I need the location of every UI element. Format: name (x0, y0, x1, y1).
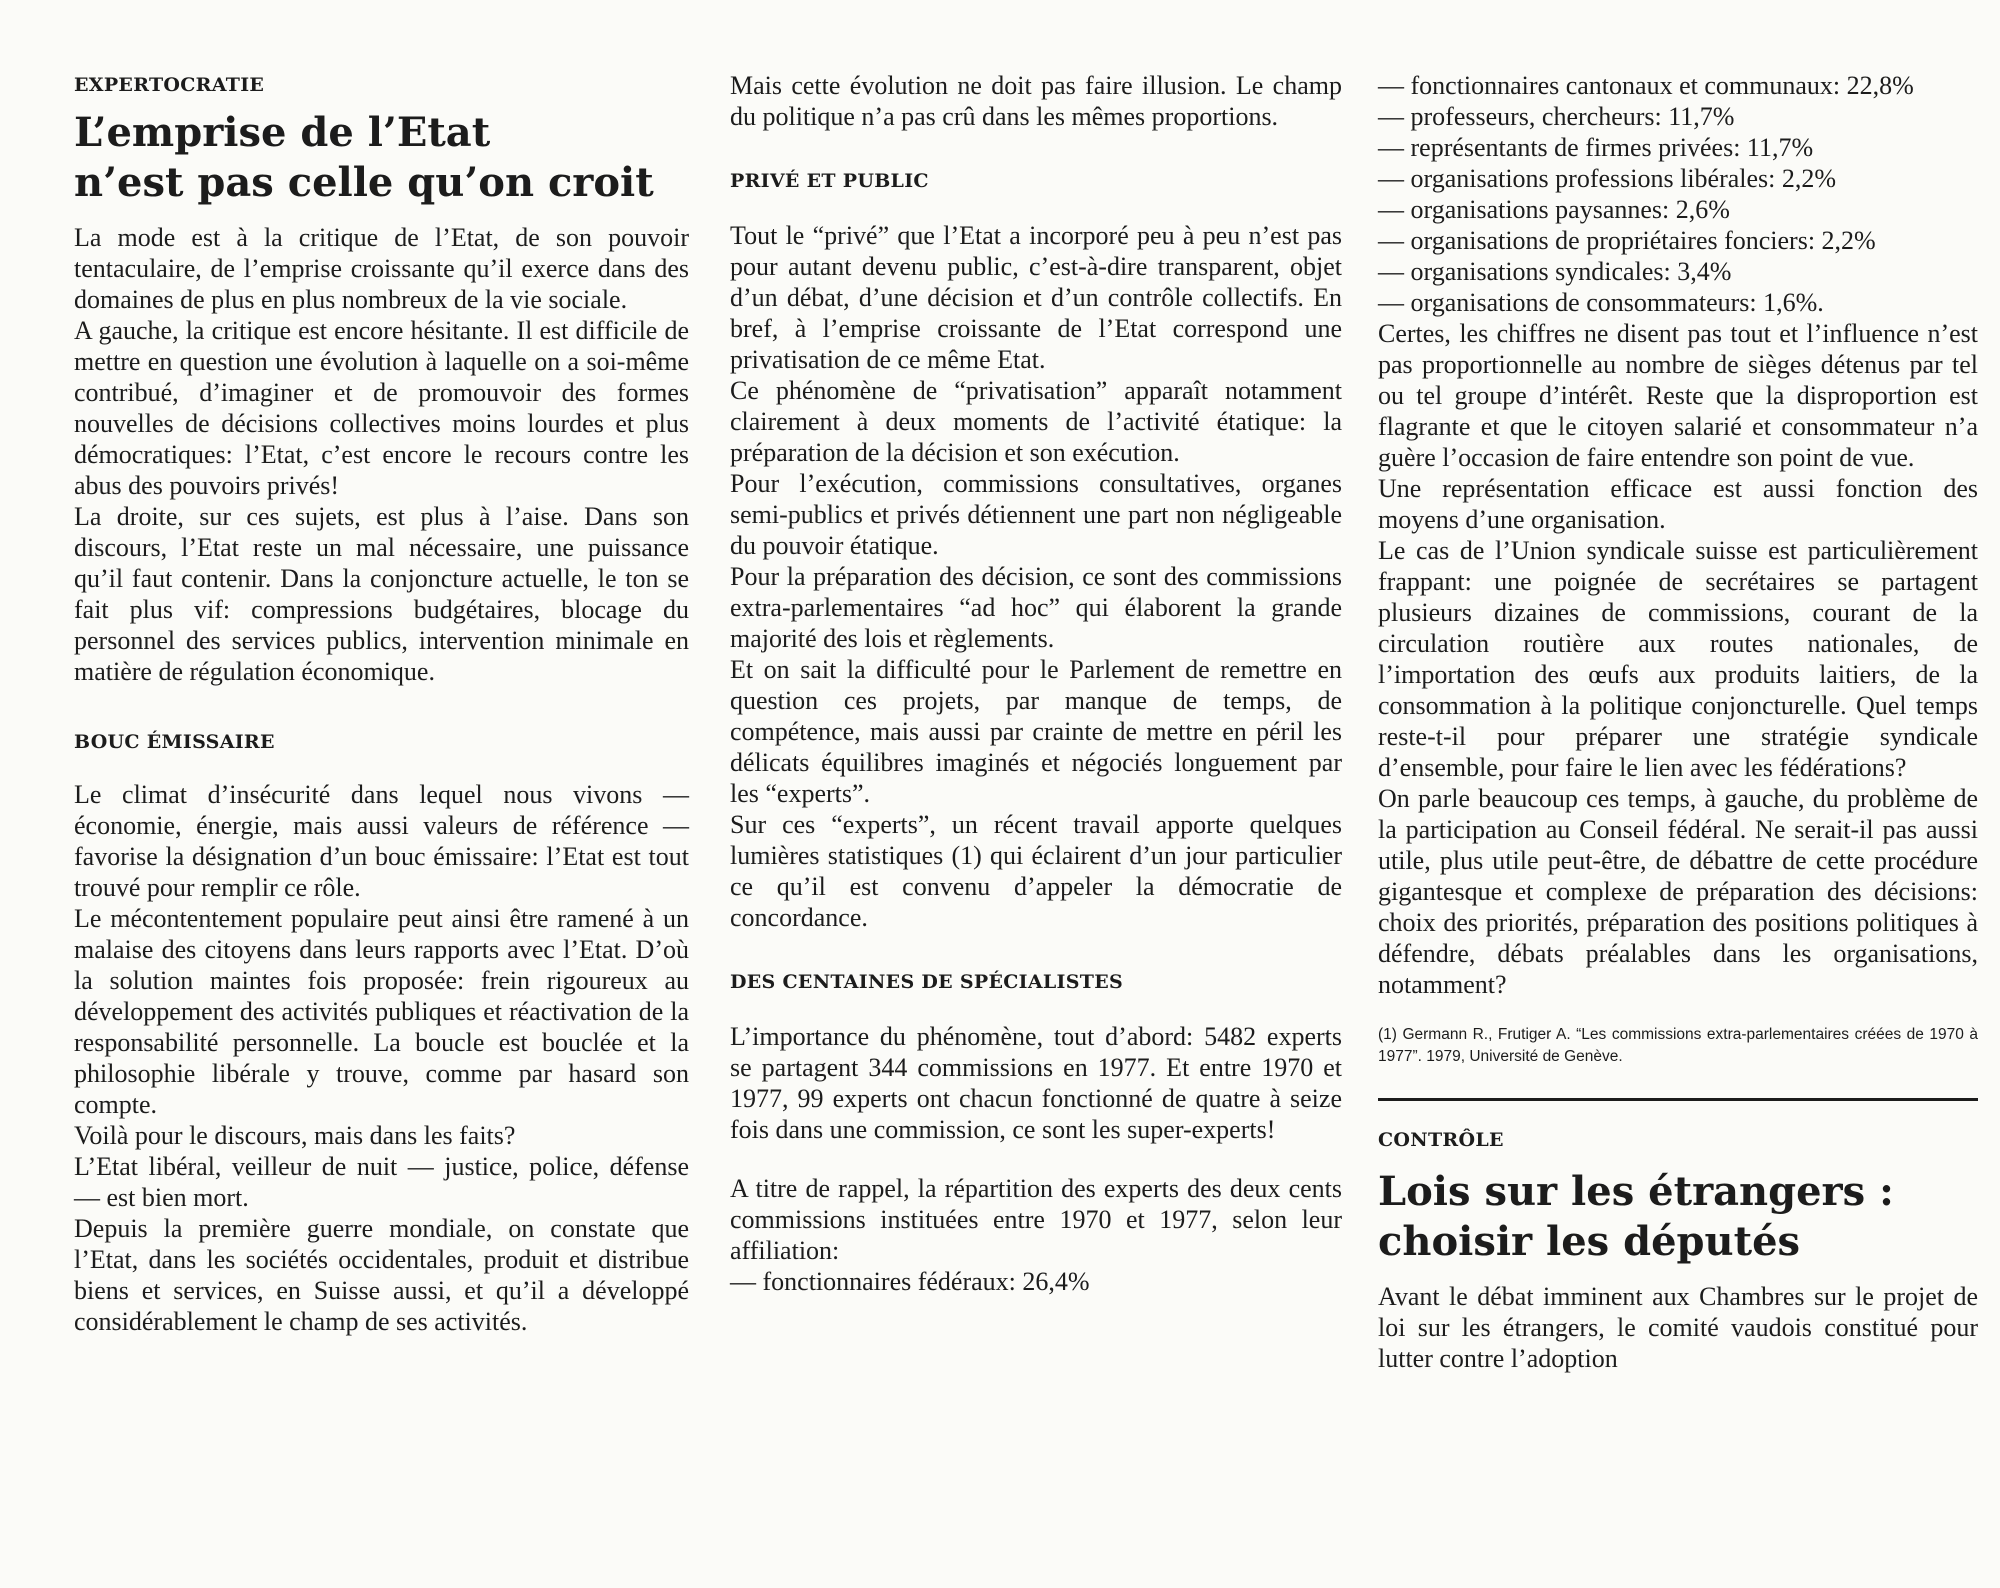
list-item: — organisations professions libérales: 2,2% (1378, 164, 1837, 193)
list-item: — organisations de consommateurs: 1,6%. (1378, 288, 1824, 317)
kicker-expertocratie: EXPERTOCRATIE (74, 74, 265, 96)
affiliation-list (1378, 70, 1978, 318)
list-item: — organisations paysannes: 2,6% (1378, 195, 1730, 224)
section-heading-prive-et-public: PRIVÉ ET PUBLIC (730, 170, 929, 192)
paragraph: La mode est à la critique de l’Etat, de son pouvoir tentaculaire, de l’emprise croissante qu’il exerce dans des domaines de plus en plus nombreux de la vie sociale. (74, 223, 689, 314)
paragraph: Le mécontentement populaire peut ainsi être ramené à un malaise des citoyens dans leurs rapports avec l’Etat. D’où la solution maintes fois proposée: frein rigoureux au développement des activités publiques et réactivation de la responsabilité personnelle. La boucle est bouclée et la philosophie libérale y trouve, comme par hasard son compte. (74, 904, 689, 1119)
section-heading-bouc-emissaire: BOUC ÉMISSAIRE (74, 731, 275, 753)
paragraph: Une représentation efficace est aussi fonction des moyens d’une organisation. (1378, 474, 1978, 534)
paragraph: L’Etat libéral, veilleur de nuit — justice, police, défense — est bien mort. (74, 1152, 689, 1212)
paragraph-group-a (74, 222, 689, 687)
paragraph: Voilà pour le discours, mais dans les faits? (74, 1121, 516, 1150)
paragraph-group-c (730, 220, 1342, 933)
paragraph: Et on sait la difficulté pour le Parlement de remettre en question ces projets, par manque de temps, de compétence, mais aussi par crainte de mettre en péril les délicats équilibres imaginés et négociés longuement par les “experts”. (730, 655, 1342, 808)
paragraph: Tout le “privé” que l’Etat a incorporé peu à peu n’est pas pour autant devenu public, c’est-à-dire transparent, objet d’un débat, d’une décision et d’un contrôle collectifs. En bref, à l’emprise croissante de l’Etat correspond une privatisation de ce même Etat. (730, 221, 1342, 374)
paragraph: Depuis la première guerre mondiale, on constate que l’Etat, dans les sociétés occidentales, produit et distribue biens et services, en Suisse aussi, et qu’il a développé considérablement le champ de ses activités. (74, 1214, 689, 1336)
list-item: — représentants de firmes privées: 11,7% (1378, 133, 1814, 162)
headline-article-1 (74, 108, 689, 208)
paragraph: Le climat d’insécurité dans lequel nous vivons — économie, énergie, mais aussi valeurs de référence — favorise la désignation d’un bouc émissaire: l’Etat est tout trouvé pour remplir ce rôle. (74, 780, 689, 902)
footnote: (1) Germann R., Frutiger A. “Les commissions extra-parlementaires créées de 1970 à 1977”. 1979, Université de Genève. (1378, 1026, 1978, 1065)
paragraph: Pour l’exécution, commissions consultatives, organes semi-publics et privés détiennent une part non négligeable du pouvoir étatique. (730, 469, 1342, 560)
paragraph: Le cas de l’Union syndicale suisse est particulièrement frappant: une poignée de secrétaires se partagent plusieurs dizaines de commissions, courant de la circulation routière aux routes nationales, de l’importation des œufs aux produits laitiers, de la consommation à la politique conjoncturelle. Quel temps reste-t-il pour préparer une stratégie syndicale d’ensemble, pour faire le lien avec les fédérations? (1378, 536, 1978, 782)
column-1 (74, 0, 689, 1337)
paragraph: On parle beaucoup ces temps, à gauche, du problème de la participation au Conseil fédéral. Ne serait-il pas aussi utile, plus utile peut-être, de débattre de cette procédure gigantesque et complexe de préparation des décisions: choix des priorités, préparation des positions politiques à défendre, débats préalables dans les organisations, notamment? (1378, 784, 1978, 999)
list-item: — organisations de propriétaires fonciers: 2,2% (1378, 226, 1876, 255)
paragraph: Avant le débat imminent aux Chambres sur le projet de loi sur les étrangers, le comité vaudois constitué pour lutter contre l’adoption (1378, 1282, 1978, 1373)
paragraph: Sur ces “experts”, un récent travail apporte quelques lumières statistiques (1) qui éclairent d’un jour particulier ce qu’il est convenu d’appeler la démocratie de concordance. (730, 810, 1342, 932)
paragraph: Mais cette évolution ne doit pas faire illusion. Le champ du politique n’a pas crû dans les mêmes proportions. (730, 71, 1342, 131)
headline-line-2: choisir les députés (1378, 1218, 1801, 1265)
paragraph-group-b (74, 779, 689, 1337)
headline-line-1: Lois sur les étrangers : (1378, 1168, 1894, 1215)
paragraph-group-f (1378, 318, 1978, 1000)
kicker-controle: CONTRÔLE (1378, 1129, 1504, 1151)
list-item: — fonctionnaires cantonaux et communaux: 22,8% (1378, 71, 1914, 100)
list-item: — professeurs, chercheurs: 11,7% (1378, 102, 1735, 131)
paragraph: L’importance du phénomène, tout d’abord: 5482 experts se partagent 344 commissions en 1977. Et entre 1970 et 1977, 99 experts ont chacun fonctionné de quatre à seize fois dans une commission, ce sont les super-experts! (730, 1022, 1342, 1144)
section-heading-des-centaines: DES CENTAINES DE SPÉCIALISTES (730, 971, 1124, 993)
column-2 (730, 0, 1342, 1297)
paragraph: Certes, les chiffres ne disent pas tout et l’influence n’est pas proportionnelle au nombre de sièges détenus par tel ou tel groupe d’intérêt. Reste que la disproportion est flagrante et que le citoyen salarié et consommateur n’a guère l’occasion de faire entendre son point de vue. (1378, 319, 1978, 472)
paragraph: A gauche, la critique est encore hésitante. Il est difficile de mettre en question une évolution à laquelle on a soi-même contribué, d’imaginer et de promouvoir des formes nouvelles de décisions collectives moins lourdes et plus démocratiques: l’Etat, c’est encore le recours contre les abus des pouvoirs privés! (74, 316, 689, 500)
column-3 (1378, 0, 1978, 1374)
list-item: — organisations syndicales: 3,4% (1378, 257, 1732, 286)
paragraph: Ce phénomène de “privatisation” apparaît notamment clairement à deux moments de l’activité étatique: la préparation de la décision et son exécution. (730, 376, 1342, 467)
headline-line-1: L’emprise de l’Etat (74, 109, 491, 156)
paragraph: A titre de rappel, la répartition des experts des deux cents commissions instituées entre 1970 et 1977, selon leur affiliation: (730, 1174, 1342, 1265)
headline-article-2 (1378, 1167, 1978, 1267)
headline-line-2: n’est pas celle qu’on croit (74, 159, 654, 206)
paragraph: Pour la préparation des décision, ce sont des commissions extra-parlementaires “ad hoc” qui élaborent la grande majorité des lois et règlements. (730, 562, 1342, 653)
paragraph: La droite, sur ces sujets, est plus à l’aise. Dans son discours, l’Etat reste un mal nécessaire, une puissance qu’il faut contenir. Dans la conjoncture actuelle, le ton se fait plus vif: compressions budgétaires, blocage du personnel des services publics, intervention minimale en matière de régulation économique. (74, 502, 689, 686)
list-item: — fonctionnaires fédéraux: 26,4% (730, 1267, 1090, 1296)
